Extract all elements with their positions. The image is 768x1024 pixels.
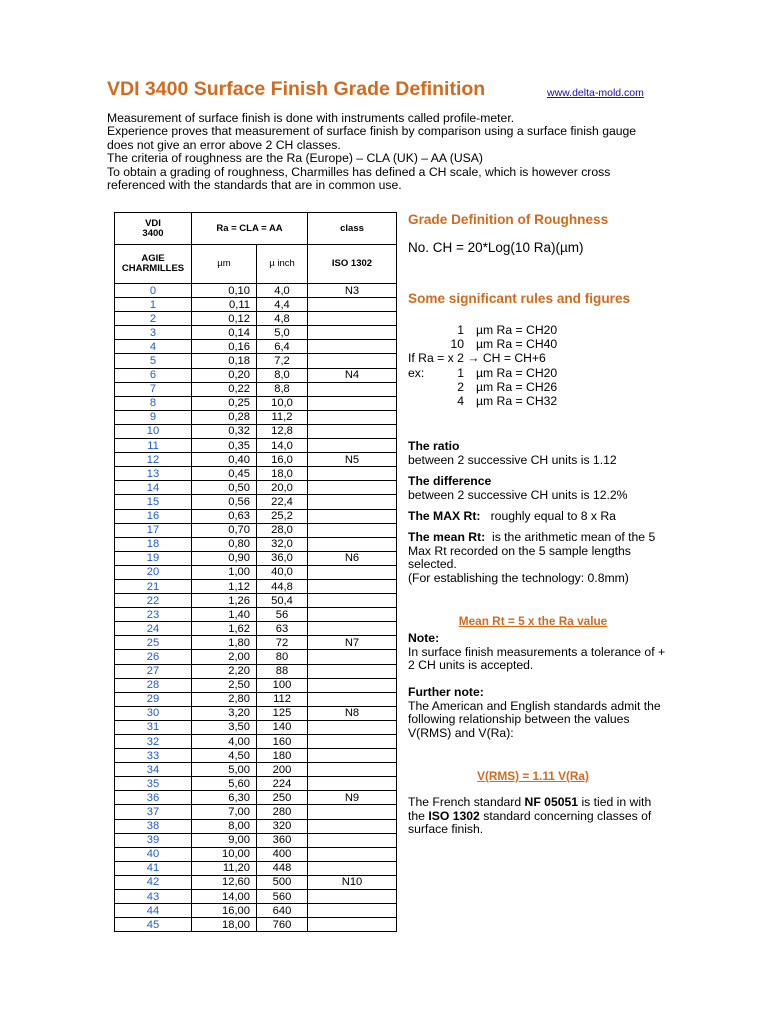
table-row: [115, 594, 397, 608]
ch-value: 5: [115, 354, 192, 368]
rule-text: µm Ra = CH32: [476, 394, 558, 409]
ch-value: 41: [115, 861, 192, 875]
mean-rt-formula: Mean Rt = 5 x the Ra value: [458, 614, 608, 628]
table-row: [115, 382, 397, 396]
ra-uinch-value: 25,2: [257, 509, 308, 523]
ch-value: 15: [115, 495, 192, 509]
table-row: [115, 354, 397, 368]
ra-uinch-value: 22,4: [257, 495, 308, 509]
website-link[interactable]: www.delta-mold.com: [547, 87, 644, 99]
ra-uinch-value: 80: [257, 650, 308, 664]
ch-value: 31: [115, 720, 192, 734]
rule-text: µm Ra = CH26: [476, 379, 558, 394]
iso-class-value: [308, 537, 397, 551]
iso-class-value: [308, 861, 397, 875]
rule-number: 2: [457, 379, 464, 394]
ratio-block: [408, 440, 668, 467]
iso-class-value: [308, 326, 397, 340]
rule-number: 4: [457, 394, 464, 409]
table-row: [115, 453, 397, 467]
ra-uinch-value: 500: [257, 875, 308, 889]
difference-block: [408, 475, 668, 502]
ra-uinch-value: 100: [257, 678, 308, 692]
table-row: [115, 368, 397, 382]
iso-class-value: N4: [308, 368, 397, 382]
ra-um-value: 6,30: [192, 791, 257, 805]
ra-uinch-value: 88: [257, 664, 308, 678]
iso-class-value: [308, 565, 397, 579]
ra-uinch-value: 4,8: [257, 312, 308, 326]
ra-um-value: 0,22: [192, 382, 257, 396]
iso-class-value: [308, 481, 397, 495]
ra-um-value: 2,00: [192, 650, 257, 664]
ra-um-value: 1,12: [192, 579, 257, 593]
iso-standard: ISO 1302: [428, 808, 480, 823]
table-row: [115, 904, 397, 918]
table-row: [115, 678, 397, 692]
maxrt-label: The MAX Rt:: [408, 509, 481, 523]
iso-class-value: N3: [308, 284, 397, 298]
intro-text: [107, 112, 647, 192]
ra-um-value: 1,80: [192, 636, 257, 650]
ra-um-value: 0,56: [192, 495, 257, 509]
table-row: [115, 720, 397, 734]
ra-um-value: 4,00: [192, 735, 257, 749]
ra-uinch-value: 16,0: [257, 453, 308, 467]
vdi-grade-table: [114, 212, 397, 932]
iso-class-value: [308, 735, 397, 749]
ra-uinch-value: 12,8: [257, 424, 308, 438]
table-row: [115, 396, 397, 410]
ch-value: 33: [115, 749, 192, 763]
note-block: [408, 632, 668, 673]
ra-um-value: 0,14: [192, 326, 257, 340]
ratio-text: between 2 successive CH units is 1.12: [408, 452, 617, 467]
intro-line: The criteria of roughness are the Ra (Europe) – CLA (UK) – AA (USA): [107, 151, 483, 166]
french-text: is tied in with the: [408, 795, 652, 823]
iso-class-value: [308, 847, 397, 861]
ra-um-value: 2,80: [192, 692, 257, 706]
iso-class-value: [308, 608, 397, 622]
ra-uinch-value: 400: [257, 847, 308, 861]
table-row: [115, 650, 397, 664]
ra-uinch-value: 224: [257, 777, 308, 791]
ra-um-value: 8,00: [192, 819, 257, 833]
ra-uinch-value: 40,0: [257, 565, 308, 579]
ra-uinch-value: 44,8: [257, 579, 308, 593]
ch-value: 11: [115, 439, 192, 453]
header-um: µm: [192, 245, 257, 284]
ra-um-value: 0,63: [192, 509, 257, 523]
ra-um-value: 0,10: [192, 284, 257, 298]
meanrt-note: (For establishing the technology: 0.8mm): [408, 570, 629, 585]
table-row: [115, 312, 397, 326]
ra-um-value: 0,50: [192, 481, 257, 495]
table-row: [115, 579, 397, 593]
ra-uinch-value: 180: [257, 749, 308, 763]
table-row: [115, 664, 397, 678]
intro-line: Measurement of surface finish is done with instruments called profile-meter.: [107, 111, 515, 125]
ra-um-value: 2,20: [192, 664, 257, 678]
ch-value: 37: [115, 805, 192, 819]
header-iso: ISO 1302: [308, 245, 397, 284]
ra-um-value: 0,11: [192, 298, 257, 312]
header-ra: Ra = CLA = AA: [192, 213, 308, 245]
iso-class-value: [308, 833, 397, 847]
table-row: [115, 622, 397, 636]
ra-uinch-value: 280: [257, 805, 308, 819]
ra-um-value: 0,35: [192, 439, 257, 453]
iso-class-value: [308, 749, 397, 763]
table-row: [115, 875, 397, 889]
iso-class-value: N10: [308, 875, 397, 889]
ch-value: 14: [115, 481, 192, 495]
intro-line: Experience proves that measurement of surface finish by comparison using a surface finish gauge does not give an error above 2 CH classes.: [107, 124, 637, 152]
ra-um-value: 3,50: [192, 720, 257, 734]
table-row: [115, 791, 397, 805]
iso-class-value: [308, 650, 397, 664]
rule-line: [408, 337, 557, 351]
ra-uinch-value: 18,0: [257, 467, 308, 481]
table-row: [115, 509, 397, 523]
iso-class-value: [308, 467, 397, 481]
table-row: [115, 495, 397, 509]
table-row: [115, 481, 397, 495]
ch-value: 1: [115, 298, 192, 312]
ra-uinch-value: 5,0: [257, 326, 308, 340]
table-row: [115, 735, 397, 749]
ra-uinch-value: 6,4: [257, 340, 308, 354]
header-agie: AGIE CHARMILLES: [115, 245, 192, 284]
ratio-label: The ratio: [408, 439, 460, 453]
ra-uinch-value: 320: [257, 819, 308, 833]
ra-um-value: 1,40: [192, 608, 257, 622]
iso-class-value: N9: [308, 791, 397, 805]
ra-um-value: 0,32: [192, 424, 257, 438]
table-row: [115, 326, 397, 340]
iso-class-value: [308, 396, 397, 410]
ra-uinch-value: 125: [257, 706, 308, 720]
grade-heading: Grade Definition of Roughness: [408, 212, 609, 227]
table-row: [115, 706, 397, 720]
ra-uinch-value: 72: [257, 636, 308, 650]
table-row: [115, 833, 397, 847]
ch-value: 28: [115, 678, 192, 692]
iso-class-value: [308, 720, 397, 734]
table-row: [115, 467, 397, 481]
further-text: The American and English standards admit the following relationship between the values V(RMS) and V(Ra):: [408, 698, 661, 740]
ch-value: 42: [115, 875, 192, 889]
ra-uinch-value: 50,4: [257, 594, 308, 608]
rule-prefix: [408, 337, 434, 351]
iso-class-value: [308, 340, 397, 354]
ra-um-value: 14,00: [192, 890, 257, 904]
iso-class-value: N7: [308, 636, 397, 650]
ra-um-value: 7,00: [192, 805, 257, 819]
french-text: The French standard: [408, 795, 525, 809]
ch-value: 24: [115, 622, 192, 636]
ra-um-value: 3,20: [192, 706, 257, 720]
ch-value: 8: [115, 396, 192, 410]
ch-value: 2: [115, 312, 192, 326]
ch-value: 19: [115, 551, 192, 565]
iso-class-value: [308, 819, 397, 833]
rule-prefix: [408, 380, 434, 394]
ra-um-value: 5,00: [192, 763, 257, 777]
ra-uinch-value: 14,0: [257, 439, 308, 453]
further-note-block: [408, 686, 668, 740]
ra-um-value: 0,12: [192, 312, 257, 326]
ra-uinch-value: 36,0: [257, 551, 308, 565]
ra-um-value: 0,70: [192, 523, 257, 537]
ra-uinch-value: 8,0: [257, 368, 308, 382]
french-text: standard concerning classes of surface finish.: [408, 808, 652, 837]
table-row: [115, 861, 397, 875]
ra-um-value: 0,45: [192, 467, 257, 481]
ra-uinch-value: 640: [257, 904, 308, 918]
further-label: Further note:: [408, 685, 484, 699]
rule-text: µm Ra = CH20: [476, 365, 558, 380]
ra-uinch-value: 32,0: [257, 537, 308, 551]
rule-number: 1: [457, 323, 464, 337]
iso-class-value: [308, 678, 397, 692]
ra-um-value: 12,60: [192, 875, 257, 889]
header-uinch: µ inch: [257, 245, 308, 284]
ch-value: 29: [115, 692, 192, 706]
ch-value: 45: [115, 918, 192, 932]
meanrt-text: is the arithmetic mean of the 5 Max Rt recorded on the 5 sample lengths selected.: [408, 530, 656, 572]
ch-value: 38: [115, 819, 192, 833]
ch-value: 12: [115, 453, 192, 467]
ra-um-value: 0,28: [192, 410, 257, 424]
ra-um-value: 18,00: [192, 918, 257, 932]
ra-uinch-value: 560: [257, 890, 308, 904]
ra-um-value: 1,62: [192, 622, 257, 636]
ra-um-value: 1,00: [192, 565, 257, 579]
ch-value: 39: [115, 833, 192, 847]
ch-value: 18: [115, 537, 192, 551]
ch-value: 0: [115, 284, 192, 298]
ch-value: 32: [115, 735, 192, 749]
difference-label: The difference: [408, 474, 492, 488]
table-row: [115, 565, 397, 579]
ra-um-value: 0,80: [192, 537, 257, 551]
table-row: [115, 749, 397, 763]
ch-value: 34: [115, 763, 192, 777]
meanrt-label: The mean Rt:: [408, 530, 486, 544]
table-row: [115, 763, 397, 777]
rule-number: 1: [457, 365, 464, 380]
table-row: [115, 410, 397, 424]
ch-value: 40: [115, 847, 192, 861]
ra-um-value: 16,00: [192, 904, 257, 918]
iso-class-value: N5: [308, 453, 397, 467]
table-row: [115, 890, 397, 904]
ch-value: 27: [115, 664, 192, 678]
page-title: VDI 3400 Surface Finish Grade Definition: [107, 78, 486, 100]
iso-class-value: N6: [308, 551, 397, 565]
ch-value: 30: [115, 706, 192, 720]
ra-uinch-value: 8,8: [257, 382, 308, 396]
ch-value: 22: [115, 594, 192, 608]
ch-formula: No. CH = 20*Log(10 Ra)(µm): [408, 240, 584, 255]
rules-list: [408, 323, 557, 408]
ch-value: 26: [115, 650, 192, 664]
ch-value: 25: [115, 636, 192, 650]
ra-uinch-value: 140: [257, 720, 308, 734]
rule-prefix: [408, 323, 434, 337]
iso-class-value: [308, 298, 397, 312]
rule-line: [408, 366, 557, 380]
ra-um-value: 0,16: [192, 340, 257, 354]
ra-uinch-value: 250: [257, 791, 308, 805]
iso-class-value: [308, 777, 397, 791]
header-vdi: VDI 3400: [115, 213, 192, 245]
rule-line: [408, 380, 557, 394]
table-row: [115, 636, 397, 650]
table-row: [115, 439, 397, 453]
table-row: [115, 284, 397, 298]
ra-uinch-value: 7,2: [257, 354, 308, 368]
french-standard-block: [408, 796, 668, 837]
ra-uinch-value: 4,4: [257, 298, 308, 312]
iso-class-value: [308, 354, 397, 368]
ra-uinch-value: 200: [257, 763, 308, 777]
rule-prefix: ex:: [408, 365, 425, 380]
table-row: [115, 424, 397, 438]
ra-uinch-value: 11,2: [257, 410, 308, 424]
iso-class-value: [308, 890, 397, 904]
ra-um-value: 10,00: [192, 847, 257, 861]
ch-value: 17: [115, 523, 192, 537]
ch-value: 43: [115, 890, 192, 904]
ra-um-value: 2,50: [192, 678, 257, 692]
table-row: [115, 523, 397, 537]
ch-value: 35: [115, 777, 192, 791]
ch-value: 13: [115, 467, 192, 481]
ra-uinch-value: 448: [257, 861, 308, 875]
iso-class-value: [308, 594, 397, 608]
rule-text: µm Ra = CH20: [476, 323, 558, 337]
note-text: In surface finish measurements a tolerance of + 2 CH units is accepted.: [408, 644, 666, 673]
maxrt-block: [408, 510, 668, 524]
ra-uinch-value: 760: [257, 918, 308, 932]
ch-value: 10: [115, 424, 192, 438]
ra-um-value: 1,26: [192, 594, 257, 608]
ra-uinch-value: 28,0: [257, 523, 308, 537]
ch-value: 6: [115, 368, 192, 382]
ra-um-value: 0,20: [192, 368, 257, 382]
iso-class-value: [308, 664, 397, 678]
ra-uinch-value: 360: [257, 833, 308, 847]
ch-value: 44: [115, 904, 192, 918]
ra-uinch-value: 160: [257, 735, 308, 749]
table-row: [115, 819, 397, 833]
rule-line: [408, 351, 557, 365]
nf-standard: NF 05051: [524, 795, 579, 809]
iso-class-value: [308, 439, 397, 453]
table-row: [115, 847, 397, 861]
iso-class-value: N8: [308, 706, 397, 720]
maxrt-text: roughly equal to 8 x Ra: [490, 509, 616, 523]
ra-uinch-value: 56: [257, 608, 308, 622]
ch-value: 23: [115, 608, 192, 622]
difference-text: between 2 successive CH units is 12.2%: [408, 487, 628, 502]
iso-class-value: [308, 763, 397, 777]
table-row: [115, 537, 397, 551]
ra-uinch-value: 112: [257, 692, 308, 706]
table-row: [115, 777, 397, 791]
rule-text: µm Ra = CH40: [476, 337, 558, 352]
ch-value: 7: [115, 382, 192, 396]
rule-number: 10: [450, 337, 464, 352]
iso-class-value: [308, 495, 397, 509]
table-row: [115, 551, 397, 565]
ch-value: 16: [115, 509, 192, 523]
iso-class-value: [308, 579, 397, 593]
table-row: [115, 298, 397, 312]
ra-um-value: 4,50: [192, 749, 257, 763]
ch-value: 3: [115, 326, 192, 340]
table-body: [115, 284, 397, 932]
ra-um-value: 0,18: [192, 354, 257, 368]
iso-class-value: [308, 904, 397, 918]
ra-um-value: 0,40: [192, 453, 257, 467]
ch-value: 9: [115, 410, 192, 424]
table-row: [115, 608, 397, 622]
table-row: [115, 692, 397, 706]
rules-heading: Some significant rules and figures: [408, 291, 631, 306]
iso-class-value: [308, 622, 397, 636]
note-label: Note:: [408, 631, 440, 645]
iso-class-value: [308, 382, 397, 396]
iso-class-value: [308, 312, 397, 326]
rule-line: [408, 323, 557, 337]
ra-uinch-value: 20,0: [257, 481, 308, 495]
ra-um-value: 0,90: [192, 551, 257, 565]
ra-uinch-value: 4,0: [257, 284, 308, 298]
iso-class-value: [308, 509, 397, 523]
ra-um-value: 0,25: [192, 396, 257, 410]
header-class: class: [308, 213, 397, 245]
iso-class-value: [308, 410, 397, 424]
iso-class-value: [308, 692, 397, 706]
rule-line: [408, 394, 557, 408]
rule-text: If Ra = x 2 → CH = CH+6: [408, 351, 546, 366]
ch-value: 4: [115, 340, 192, 354]
iso-class-value: [308, 424, 397, 438]
ch-value: 20: [115, 565, 192, 579]
intro-line: To obtain a grading of roughness, Charmilles has defined a CH scale, which is however cross referenced with the standards that are in common use.: [107, 164, 611, 193]
iso-class-value: [308, 918, 397, 932]
meanrt-block: [408, 531, 668, 585]
vrms-formula: V(RMS) = 1.11 V(Ra): [477, 769, 589, 783]
table-row: [115, 805, 397, 819]
ra-um-value: 9,00: [192, 833, 257, 847]
ra-uinch-value: 63: [257, 622, 308, 636]
ra-um-value: 5,60: [192, 777, 257, 791]
rule-prefix: [408, 394, 434, 408]
iso-class-value: [308, 523, 397, 537]
table-row: [115, 918, 397, 932]
ra-um-value: 11,20: [192, 861, 257, 875]
ch-value: 21: [115, 579, 192, 593]
ra-uinch-value: 10,0: [257, 396, 308, 410]
table-row: [115, 340, 397, 354]
ch-value: 36: [115, 791, 192, 805]
iso-class-value: [308, 805, 397, 819]
